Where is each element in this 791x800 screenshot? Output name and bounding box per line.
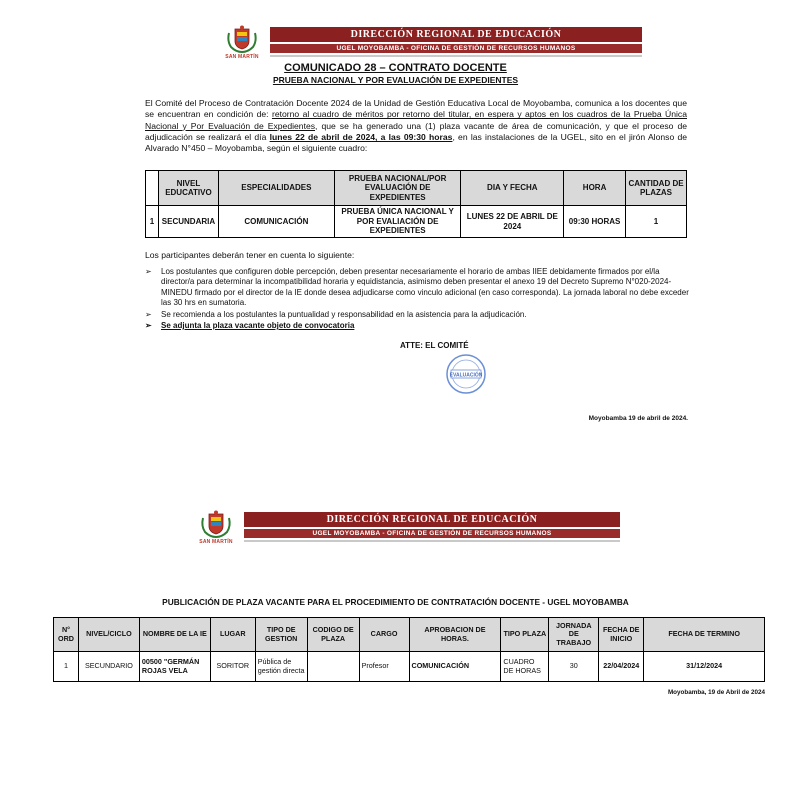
- header-subtitle: UGEL MOYOBAMBA - OFICINA DE GESTIÓN DE RECURSOS HUMANOS: [244, 529, 620, 538]
- logo-caption: SAN MARTÍN: [199, 538, 233, 545]
- adjudication-table: [145, 170, 687, 238]
- body-part-1: El Comité del Proceso de Contratación Docente 2024 de la Unidad de Gestión Educativa Local de Moyobamba, comunica a los docentes que se encuentran en condición de:: [145, 98, 687, 120]
- header-especialidades: ESPECIALIDADES: [218, 171, 334, 206]
- header-nivel-ciclo: NIVEL/CICLO: [78, 618, 139, 652]
- cell-aprobacion: COMUNICACIÓN: [409, 652, 501, 682]
- header-band: [244, 512, 620, 542]
- cell-hora: 09:30 HORAS: [564, 206, 626, 238]
- notes-intro: Los participantes deberán tener en cuenta lo siguiente:: [145, 250, 355, 260]
- table-header-row: [146, 171, 687, 206]
- cell-jornada: 30: [549, 652, 599, 682]
- body-condition: retorno al cuadro de méritos por retorno del titular, en espera y aptos en los cuadros de la Prueba Única Nacional y Por Evaluación de Expedientes: [145, 109, 687, 131]
- header-hora: HORA: [564, 171, 626, 206]
- cell-inicio: 22/04/2024: [599, 652, 644, 682]
- header-band: [270, 27, 642, 57]
- list-item: ➢ Se adjunta la plaza vacante objeto de convocatoria: [145, 321, 355, 331]
- table-header-row: [54, 618, 765, 652]
- header-divider: [244, 540, 620, 542]
- vacancy-table: [53, 617, 765, 682]
- letterhead-bottom: [196, 508, 620, 546]
- cell-num: 1: [146, 206, 159, 238]
- header-tipo-gestion: TIPO DE GESTION: [255, 618, 307, 652]
- header-cantidad: CANTIDAD DE PLAZAS: [626, 171, 687, 206]
- header-divider: [270, 55, 642, 57]
- cell-cargo: Profesor: [359, 652, 409, 682]
- table-row: [146, 206, 687, 238]
- cell-codigo: [307, 652, 359, 682]
- header-title: DIRECCIÓN REGIONAL DE EDUCACIÓN: [270, 27, 642, 42]
- cell-cantidad: 1: [626, 206, 687, 238]
- committee-seal-icon: [445, 353, 487, 395]
- cell-fecha: LUNES 22 DE ABRIL DE 2024: [461, 206, 564, 238]
- cell-tipo-plaza: CUADRO DE HORAS: [501, 652, 549, 682]
- regional-logo: [222, 23, 262, 61]
- header-num: [146, 171, 159, 206]
- seal-label: EVALUACIÓN: [449, 372, 483, 379]
- publication-date: Moyobamba, 19 de Abril de 2024: [667, 689, 765, 696]
- cell-ord: 1: [54, 652, 79, 682]
- header-lugar: LUGAR: [210, 618, 255, 652]
- header-subtitle: UGEL MOYOBAMBA - OFICINA DE GESTIÓN DE RECURSOS HUMANOS: [270, 44, 642, 53]
- arrow-icon: ➢: [145, 309, 152, 319]
- communique-title: COMUNICADO 28 – CONTRATO DOCENTE: [284, 62, 507, 74]
- cell-lugar: SORITOR: [210, 652, 255, 682]
- arrow-icon: ➢: [145, 321, 152, 331]
- header-nivel: NIVEL EDUCATIVO: [158, 171, 218, 206]
- cell-ie: 00500 "GERMÁN ROJAS VELA: [139, 652, 210, 682]
- header-fecha-termino: FECHA DE TERMINO: [644, 618, 765, 652]
- notes-list: [145, 267, 690, 332]
- header-nombre-ie: NOMBRE DE LA IE: [139, 618, 210, 652]
- table-row: [54, 652, 765, 682]
- list-item: ➢ Se recomienda a los postulantes la puntualidad y responsabilidad en la asistencia para la adjudicación.: [145, 309, 527, 319]
- arrow-icon: ➢: [145, 267, 152, 276]
- header-aprobacion: APROBACION DE HORAS.: [409, 618, 501, 652]
- header-codigo-plaza: CODIGO DE PLAZA: [307, 618, 359, 652]
- header-fecha-inicio: FECHA DE INICIO: [599, 618, 644, 652]
- body-part-3: , que se ha generado una (1) plaza vacante de área de comunicación, y que el proceso de adjudicación se realizará el día: [145, 120, 687, 142]
- signature-atte: ATTE: EL COMITÉ: [400, 341, 469, 350]
- header-prueba: PRUEBA NACIONAL/POR EVALUACIÓN DE EXPEDIENTES: [334, 171, 461, 206]
- cell-nivel: SECUNDARIO: [78, 652, 139, 682]
- communique-body: [145, 98, 687, 154]
- publication-title: PUBLICACIÓN DE PLAZA VACANTE PARA EL PROCEDIMIENTO DE CONTRATACIÓN DOCENTE - UGEL MOYOBAMBA: [162, 597, 629, 607]
- letterhead-top: [222, 23, 642, 61]
- body-date-time: lunes 22 de abril de 2024, a las 09:30 horas: [269, 131, 453, 142]
- cell-nivel: SECUNDARIA: [158, 206, 218, 238]
- coat-of-arms-icon: [199, 510, 233, 538]
- header-title: DIRECCIÓN REGIONAL DE EDUCACIÓN: [244, 512, 620, 527]
- header-jornada: JORNADA DE TRABAJO: [549, 618, 599, 652]
- cell-gestion: Pública de gestión directa: [255, 652, 307, 682]
- logo-caption: SAN MARTÍN: [225, 53, 259, 60]
- issue-date: Moyobamba 19 de abril de 2024.: [588, 415, 688, 422]
- header-fecha: DIA Y FECHA: [461, 171, 564, 206]
- regional-logo: [196, 508, 236, 546]
- header-tipo-plaza: TIPO PLAZA: [501, 618, 549, 652]
- header-cargo: CARGO: [359, 618, 409, 652]
- header-ord: N° ORD: [54, 618, 79, 652]
- communique-subtitle: PRUEBA NACIONAL Y POR EVALUACIÓN DE EXPEDIENTES: [272, 75, 519, 85]
- cell-termino: 31/12/2024: [644, 652, 765, 682]
- cell-especialidad: COMUNICACIÓN: [218, 206, 334, 238]
- coat-of-arms-icon: [225, 25, 259, 53]
- list-item: ➢ Los postulantes que configuren doble percepción, deben presentar necesariamente el horario de ambas IIEE debidamente firmados por el/la director/a para determinar la incompatibilidad horaria y equidistancia, asimismo deben presentar el anexo 19 del Decreto Supremo N°020-2024-MINEDU firmado por el director de la IE donde desea adjudicarse como vinculo adicional (en caso corresponda). La jornada laboral no debe exceder las 30 hrs en sumatoria.: [145, 267, 689, 308]
- body-part-5: , en las instalaciones de la UGEL, sito en el jirón Alonso de Alvarado N°450 – Moyobamba, según el siguiente cuadro:: [145, 131, 688, 154]
- cell-prueba: PRUEBA ÚNICA NACIONAL Y POR EVALIACIÓN DE EXPEDIENTES: [334, 206, 461, 238]
